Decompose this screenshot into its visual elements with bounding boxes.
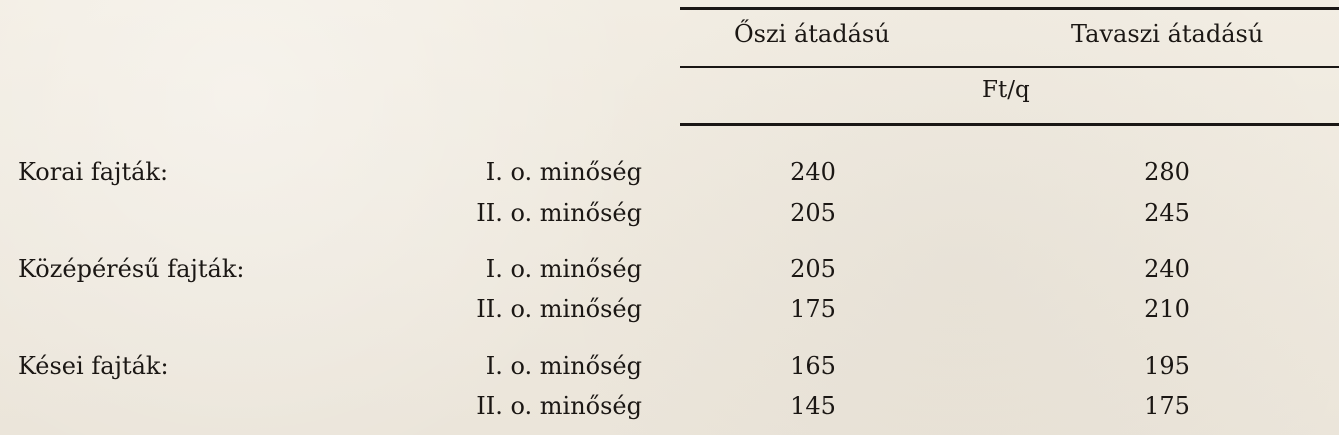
late-second-autumn-value: 145 <box>790 392 836 420</box>
mid-ripening-varieties-label: Középérésű fajták: <box>18 255 245 283</box>
late-second-quality-label: II. o. minőség <box>476 392 642 420</box>
early-first-spring-value: 280 <box>1144 158 1190 186</box>
table-unit-rule <box>680 123 1339 126</box>
early-first-quality-label: I. o. minőség <box>485 158 642 186</box>
late-first-quality-label: I. o. minőség <box>485 352 642 380</box>
late-first-autumn-value: 165 <box>790 352 836 380</box>
early-second-spring-value: 245 <box>1144 199 1190 227</box>
autumn-column-header: Őszi átadású <box>734 20 890 48</box>
mid-first-quality-label: I. o. minőség <box>485 255 642 283</box>
unit-header: Ft/q <box>982 77 1030 103</box>
table-top-rule <box>680 7 1339 10</box>
late-first-spring-value: 195 <box>1144 352 1190 380</box>
early-first-autumn-value: 240 <box>790 158 836 186</box>
spring-column-header: Tavaszi átadású <box>1071 20 1264 48</box>
mid-second-spring-value: 210 <box>1144 295 1190 323</box>
early-varieties-label: Korai fajták: <box>18 158 169 186</box>
late-second-spring-value: 175 <box>1144 392 1190 420</box>
mid-second-quality-label: II. o. minőség <box>476 295 642 323</box>
mid-second-autumn-value: 175 <box>790 295 836 323</box>
mid-first-autumn-value: 205 <box>790 255 836 283</box>
mid-first-spring-value: 240 <box>1144 255 1190 283</box>
early-second-autumn-value: 205 <box>790 199 836 227</box>
late-varieties-label: Kései fajták: <box>18 352 169 380</box>
table-header-rule <box>680 66 1339 68</box>
early-second-quality-label: II. o. minőség <box>476 199 642 227</box>
